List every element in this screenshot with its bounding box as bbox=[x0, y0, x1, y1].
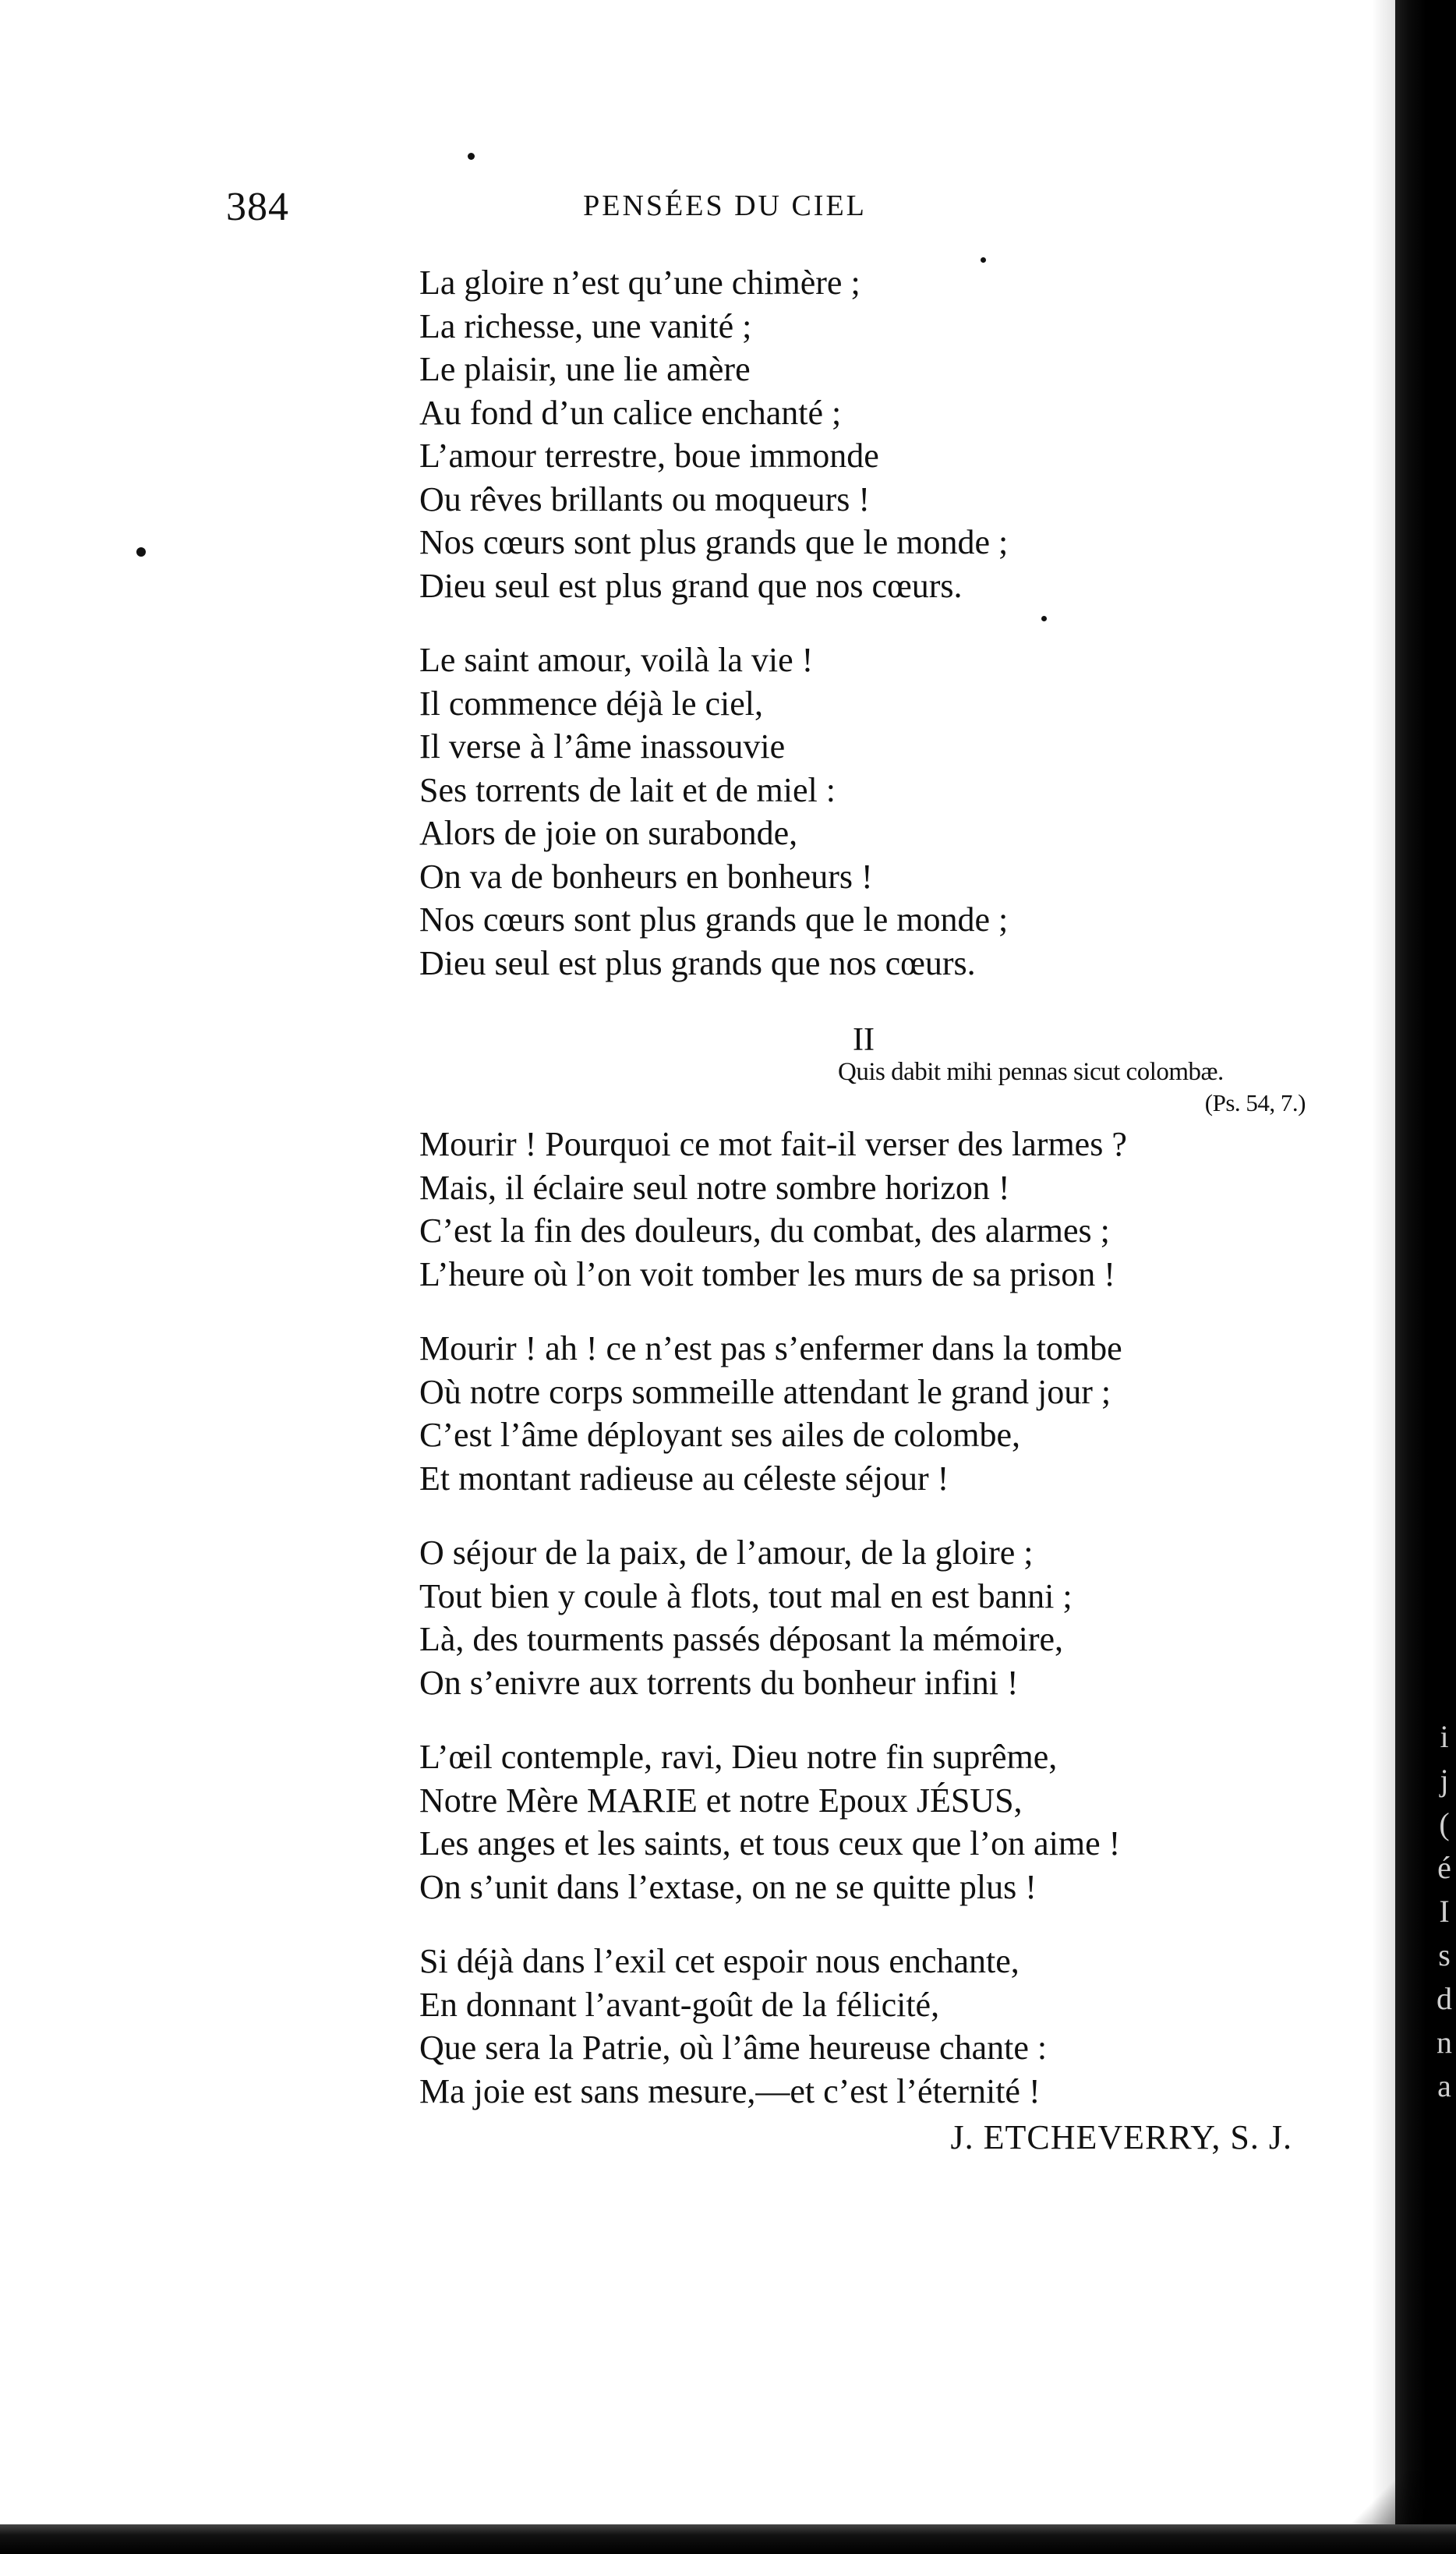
verse-line: Le plaisir, une lie amère bbox=[419, 350, 751, 388]
verse-line: C’est l’âme déployant ses ailes de colombe, bbox=[419, 1416, 1020, 1454]
stanza bbox=[419, 261, 1386, 607]
book-spine bbox=[1395, 0, 1456, 2554]
verse-line: Il commence déjà le ciel, bbox=[419, 684, 763, 723]
stanza bbox=[419, 1940, 1386, 2113]
verse-line: Tout bien y coule à flots, tout mal en est banni ; bbox=[419, 1576, 1073, 1615]
ink-speck bbox=[468, 153, 475, 160]
verse-line: On s’unit dans l’extase, on ne se quitte plus ! bbox=[419, 1867, 1037, 1906]
verse-line: Là, des tourments passés déposant la mémoire, bbox=[419, 1620, 1064, 1658]
epigraph bbox=[838, 1056, 1384, 1119]
verse-line: Nos cœurs sont plus grands que le monde ; bbox=[419, 523, 1009, 561]
edge-glyph: a bbox=[1437, 2068, 1451, 2103]
verse-line: Nos cœurs sont plus grands que le monde ; bbox=[419, 900, 1009, 939]
verse-line: Mais, il éclaire seul notre sombre horizon ! bbox=[419, 1168, 1010, 1207]
section-number: II bbox=[853, 1022, 875, 1058]
verse-line: En donnant l’avant-goût de la félicité, bbox=[419, 1985, 940, 2024]
edge-glyph: s bbox=[1438, 1937, 1451, 1972]
signature-row bbox=[419, 2118, 1386, 2206]
verse-line: Ma joie est sans mesure,—et c’est l’éternité ! bbox=[419, 2071, 1041, 2110]
stanza bbox=[419, 1735, 1386, 1908]
facing-page-edge-letters bbox=[1433, 1715, 1456, 2108]
verse-line: L’heure où l’on voit tomber les murs de sa prison ! bbox=[419, 1254, 1115, 1293]
edge-glyph: ( bbox=[1439, 1806, 1450, 1841]
running-title: PENSÉES DU CIEL bbox=[583, 189, 867, 222]
page-number: 384 bbox=[226, 185, 289, 229]
ink-speck bbox=[136, 547, 146, 557]
verse-line: La richesse, une vanité ; bbox=[419, 306, 752, 345]
edge-glyph: d bbox=[1437, 1981, 1452, 2016]
stanza bbox=[419, 1123, 1386, 1296]
verse-line: Dieu seul est plus grands que nos cœurs. bbox=[419, 943, 976, 982]
edge-glyph: I bbox=[1439, 1894, 1450, 1929]
verse-line: Notre Mère MARIE et notre Epoux JÉSUS, bbox=[419, 1781, 1023, 1820]
verse-line: Mourir ! Pourquoi ce mot fait-il verser des larmes ? bbox=[419, 1125, 1127, 1163]
verse-line: Ses torrents de lait et de miel : bbox=[419, 770, 836, 809]
edge-glyph: i bbox=[1440, 1719, 1449, 1754]
verse-line: On va de bonheurs en bonheurs ! bbox=[419, 857, 873, 896]
poem-part-one bbox=[419, 261, 1386, 1016]
verse-line: Mourir ! ah ! ce n’est pas s’enfermer dans la tombe bbox=[419, 1329, 1122, 1367]
verse-line: Que sera la Patrie, où l’âme heureuse chante : bbox=[419, 2029, 1048, 2067]
verse-line: Alors de joie on surabonde, bbox=[419, 814, 798, 852]
verse-line: Le saint amour, voilà la vie ! bbox=[419, 641, 814, 679]
verse-line: Si déjà dans l’exil cet espoir nous enchante, bbox=[419, 1942, 1020, 1980]
verse-line: O séjour de la paix, de l’amour, de la gloire ; bbox=[419, 1533, 1034, 1572]
page-bottom-edge bbox=[0, 2524, 1456, 2554]
verse-line: L’œil contemple, ravi, Dieu notre fin suprême, bbox=[419, 1738, 1058, 1776]
epigraph-reference: (Ps. 54, 7.) bbox=[1204, 1089, 1306, 1116]
verse-line: Dieu seul est plus grand que nos cœurs. bbox=[419, 566, 963, 605]
verse-line: Ou rêves brillants ou moqueurs ! bbox=[419, 479, 870, 518]
epigraph-text: Quis dabit mihi pennas sicut colombæ. bbox=[838, 1058, 1224, 1086]
verse-line: Au fond d’un calice enchanté ; bbox=[419, 393, 842, 432]
verse-line: C’est la fin des douleurs, du combat, des alarmes ; bbox=[419, 1212, 1110, 1250]
edge-glyph: n bbox=[1437, 2025, 1452, 2060]
verse-line: Où notre corps sommeille attendant le grand jour ; bbox=[419, 1372, 1111, 1411]
verse-line: On s’enivre aux torrents du bonheur infini ! bbox=[419, 1663, 1019, 1702]
edge-glyph: é bbox=[1437, 1850, 1451, 1885]
verse-line: Et montant radieuse au céleste séjour ! bbox=[419, 1459, 949, 1498]
author-signature: J. ETCHEVERRY, S. J. bbox=[950, 2118, 1292, 2156]
verse-line: La gloire n’est qu’une chimère ; bbox=[419, 264, 861, 302]
verse-line: Il verse à l’âme inassouvie bbox=[419, 727, 786, 766]
edge-glyph: j bbox=[1440, 1763, 1449, 1798]
stanza bbox=[419, 1531, 1386, 1704]
stanza bbox=[419, 638, 1386, 985]
poem-part-two bbox=[419, 1123, 1386, 2206]
verse-line: L’amour terrestre, boue immonde bbox=[419, 437, 879, 475]
stanza bbox=[419, 1327, 1386, 1500]
verse-line: Les anges et les saints, et tous ceux que l’on aime ! bbox=[419, 1824, 1121, 1862]
